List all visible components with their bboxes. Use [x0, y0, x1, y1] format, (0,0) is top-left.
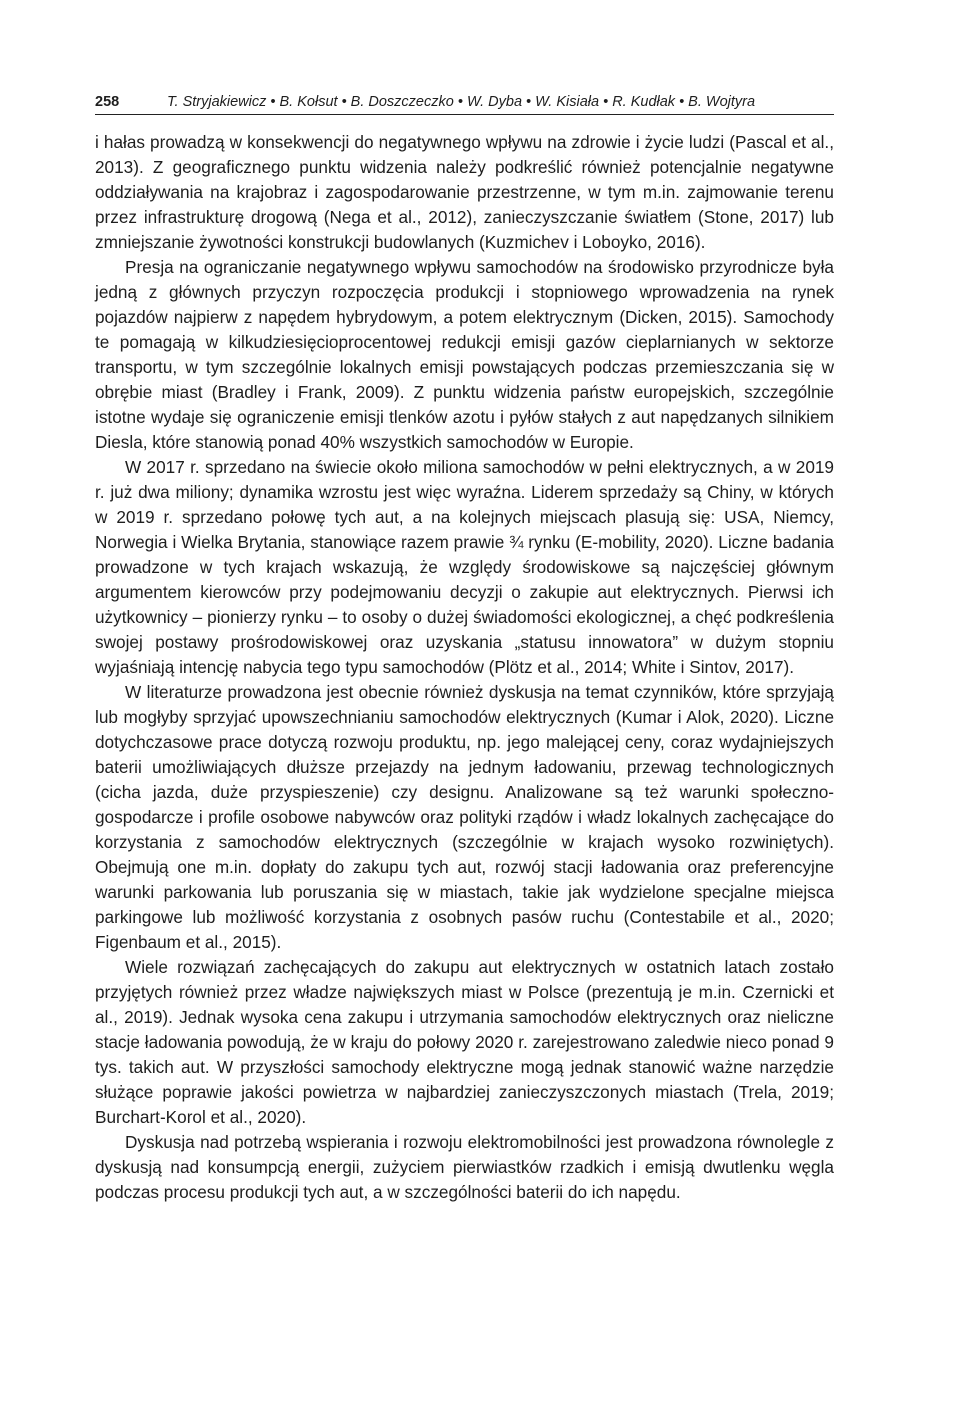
paragraph: W literaturze prowadzona jest obecnie również dyskusja na temat czynników, które sprzyjają lub mogłyby sprzyjać upowszechnianiu samochodów elektrycznych (Kumar i Alok, 2020). Liczne dotychczasowe prace dotyczą rozwoju produktu, np. jego malejącej ceny, coraz wydajniejszych baterii umożliwiających dłuższe przejazdy na jednym ładowaniu, przewag technologicznych (cicha jazda, duże przyspieszenie) czy designu. Analizowane są też warunki społeczno-gospodarcze i profile osobowe nabywców oraz polityki rządów i władz lokalnych zachęcające do korzystania z samochodów elektrycznych (szczególnie w krajach wysoko rozwiniętych). Obejmują one m.in. dopłaty do zakupu tych aut, rozwój stacji ładowania oraz preferencyjne warunki parkowania lub poruszania się w miastach, takie jak wydzielone specjalne miejsca parkingowe lub możliwość korzystania z osobnych pasów ruchu (Contestabile et al., 2020; Figenbaum et al., 2015). [95, 682, 834, 952]
running-head-authors: T. Stryjakiewicz • B. Kołsut • B. Doszczeczko • W. Dyba • W. Kisiała • R. Kudłak • B. Wojtyra [167, 94, 756, 110]
paragraph: Presja na ograniczanie negatywnego wpływu samochodów na środowisko przyrodnicze była jedną z głównych przyczyn rozpoczęcia produkcji i stopniowego wprowadzenia na rynek pojazdów najpierw z napędem hybrydowym, a potem elektrycznym (Dicken, 2015). Samochody te pomagają w kilkudziesięcioprocentowej redukcji emisji gazów cieplarnianych w sektorze transportu, w tym szczególnie lokalnych emisji powstających podczas przemieszczania się w obrębie miast (Bradley i Frank, 2009). Z punktu widzenia państw europejskich, szczególnie istotne wydaje się ograniczenie emisji tlenków azotu i pyłów stałych z aut napędzanych silnikiem Diesla, które stanowią ponad 40% wszystkich samochodów w Europie. [95, 257, 834, 452]
body-text [95, 130, 834, 1205]
page-number: 258 [95, 94, 120, 110]
paragraph: Wiele rozwiązań zachęcających do zakupu aut elektrycznych w ostatnich latach zostało przyjętych również przez władze największych miast w Polsce (prezentują je m.in. Czernicki et al., 2019). Jednak wysoka cena zakupu i utrzymania samochodów elektrycznych oraz nieliczne stacje ładowania powodują, że w kraju do połowy 2020 r. zarejestrowano zaledwie nieco ponad 9 tys. takich aut. W przyszłości samochody elektryczne mogą jednak stanowić ważne narzędzie służące poprawie jakości powietrza w najbardziej zanieczyszczonych miastach (Trela, 2019; Burchart-Korol et al., 2020). [95, 957, 834, 1127]
paragraph: W 2017 r. sprzedano na świecie około miliona samochodów w pełni elektrycznych, a w 2019 r. już dwa miliony; dynamika wzrostu jest więc wyraźna. Liderem sprzedaży są Chiny, w których w 2019 r. sprzedano połowę tych aut, a na kolejnych miejscach plasują się: USA, Niemcy, Norwegia i Wielka Brytania, stanowiące razem prawie ¾ rynku (E-mobility, 2020). Liczne badania prowadzone w tych krajach wskazują, że względy środowiskowe są najczęściej głównym argumentem kierowców przy podejmowaniu decyzji o zakupie aut elektrycznych. Pierwsi ich użytkownicy – pionierzy rynku – to osoby o dużej świadomości ekologicznej, a chęć podkreślenia swojej postawy prośrodowiskowej oraz uzyskania „statusu innowatora” w dużym stopniu wyjaśniają intencję nabycia tego typu samochodów (Plötz et al., 2014; White i Sintov, 2017). [95, 457, 834, 677]
paragraph: Dyskusja nad potrzebą wspierania i rozwoju elektromobilności jest prowadzona równolegle z dyskusją nad konsumpcją energii, zużyciem pierwiastków rzadkich i emisją dwutlenku węgla podczas procesu produkcji tych aut, a w szczególności baterii do ich napędu. [95, 1132, 834, 1202]
page-header [95, 92, 834, 115]
paragraph: i hałas prowadzą w konsekwencji do negatywnego wpływu na zdrowie i życie ludzi (Pascal et al., 2013). Z geograficznego punktu widzenia należy podkreślić również potencjalnie negatywne oddziaływania na krajobraz i zagospodarowanie przestrzenne, w tym m.in. zajmowanie terenu przez infrastrukturę drogową (Nega et al., 2012), zanieczyszczanie światłem (Stone, 2017) lub zmniejszanie żywotności konstrukcji budowlanych (Kuzmichev i Loboyko, 2016). [95, 132, 834, 252]
